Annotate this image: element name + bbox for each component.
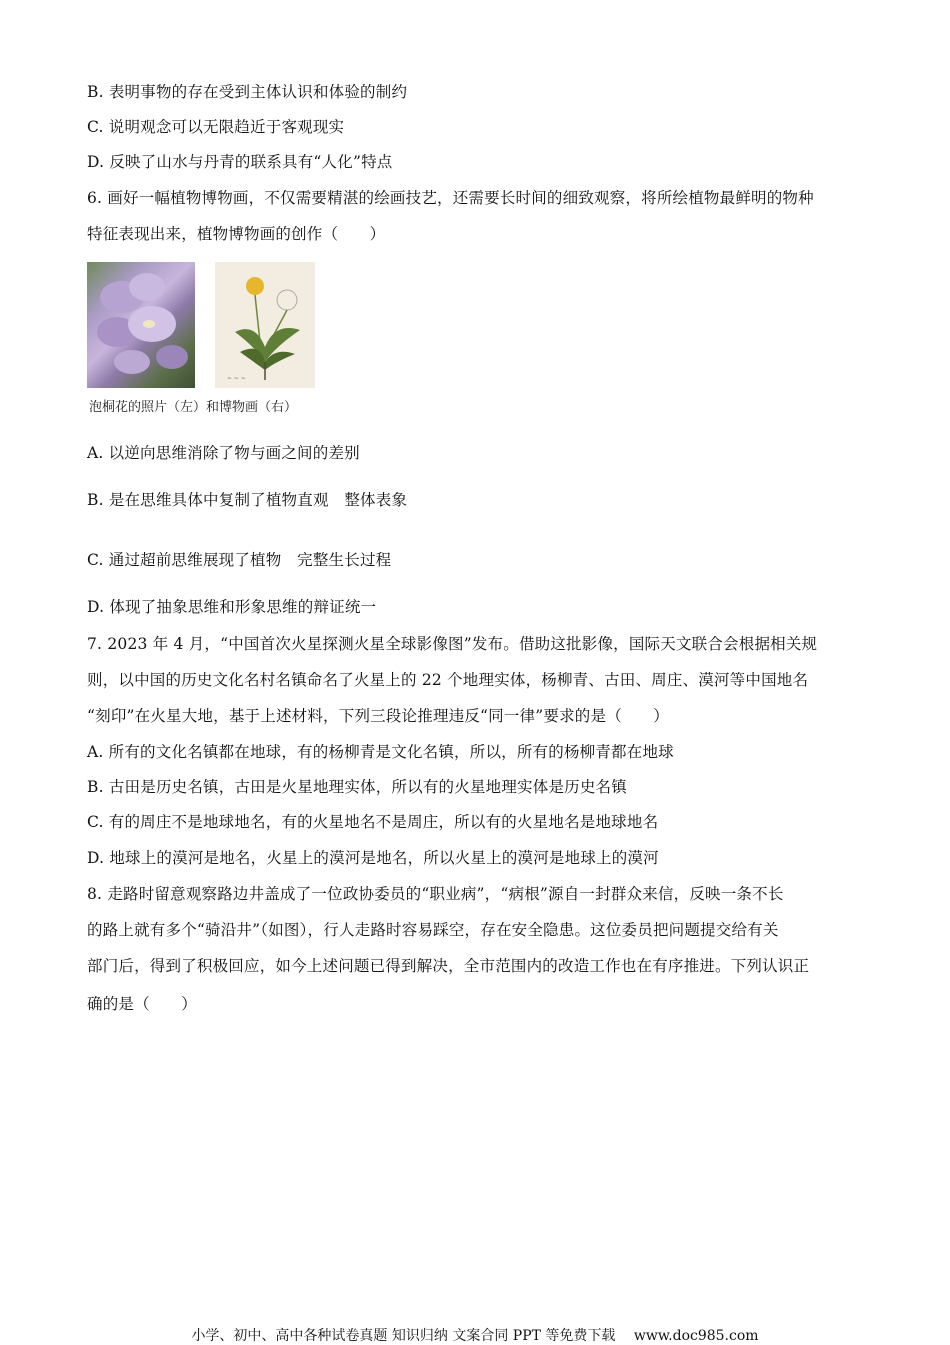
q8-stem-line1: 8. 走路时留意观察路边井盖成了一位政协委员的“职业病”，“病根”源自一封群众来信，反映一条不长	[87, 885, 784, 903]
page-footer: 小学、初中、高中各种试卷真题 知识归纳 文案合同 PPT 等免费下载 www.doc985.com	[191, 1328, 759, 1344]
q8-stem-line3: 部门后，得到了积极回应，如今上述问题已得到解决，全市范围内的改造工作也在有序推进。下列认识正	[87, 957, 810, 975]
q8-stem-line2: 的路上就有多个“骑沿井”（如图），行人走路时容易踩空，存在安全隐患。这位委员把问题提交给有关	[87, 921, 779, 939]
q7-option-c: C. 有的周庄不是地球地名，有的火星地名不是周庄，所以有的火星地名是地球地名	[87, 813, 659, 831]
q7-stem-line1: 7. 2023 年 4 月，“中国首次火星探测火星全球影像图”发布。借助这批影像，国际天文联合会根据相关规	[87, 635, 818, 653]
q7-option-a: A. 所有的文化名镇都在地球，有的杨柳青是文化名镇，所以，所有的杨柳青都在地球	[87, 743, 674, 761]
paulownia-photo	[87, 262, 195, 388]
figure-caption: 泡桐花的照片（左）和博物画（右）	[89, 400, 298, 415]
q6-option-a: A. 以逆向思维消除了物与画之间的差别	[87, 444, 360, 462]
option-d-prev: D. 反映了山水与丹青的联系具有“人化”特点	[87, 153, 393, 171]
q7-stem-line3: “刻印”在火星大地，基于上述材料，下列三段论推理违反“同一律”要求的是（ ）	[87, 707, 669, 725]
q7-option-d: D. 地球上的漠河是地名，火星上的漠河是地名，所以火星上的漠河是地球上的漠河	[87, 849, 659, 867]
q6-option-d: D. 体现了抽象思维和形象思维的辩证统一	[87, 598, 377, 616]
q8-stem-line4: 确的是（ ）	[87, 995, 197, 1013]
q6-option-b: B. 是在思维具体中复制了植物直观 整体表象	[87, 491, 408, 509]
svg-text:~ ~ ~: ~ ~ ~	[227, 375, 246, 382]
option-c-prev: C. 说明观念可以无限趋近于客观现实	[87, 118, 345, 136]
q6-stem-line1: 6. 画好一幅植物博物画，不仅需要精湛的绘画技艺，还需要长时间的细致观察，将所绘植物最鲜明的物种	[87, 189, 814, 207]
q6-stem-line2: 特征表现出来，植物博物画的创作（ ）	[87, 225, 386, 243]
q7-option-b: B. 古田是历史名镇，古田是火星地理实体，所以有的火星地理实体是历史名镇	[87, 778, 627, 796]
dandelion-botanical-illustration	[215, 262, 315, 388]
option-b-prev: B. 表明事物的存在受到主体认识和体验的制约	[87, 83, 408, 101]
q6-option-c: C. 通过超前思维展现了植物 完整生长过程	[87, 551, 392, 569]
q7-stem-line2: 则，以中国的历史文化名村名镇命名了火星上的 22 个地理实体，杨柳青、古田、周庄、漠河等中国地名	[87, 671, 809, 689]
